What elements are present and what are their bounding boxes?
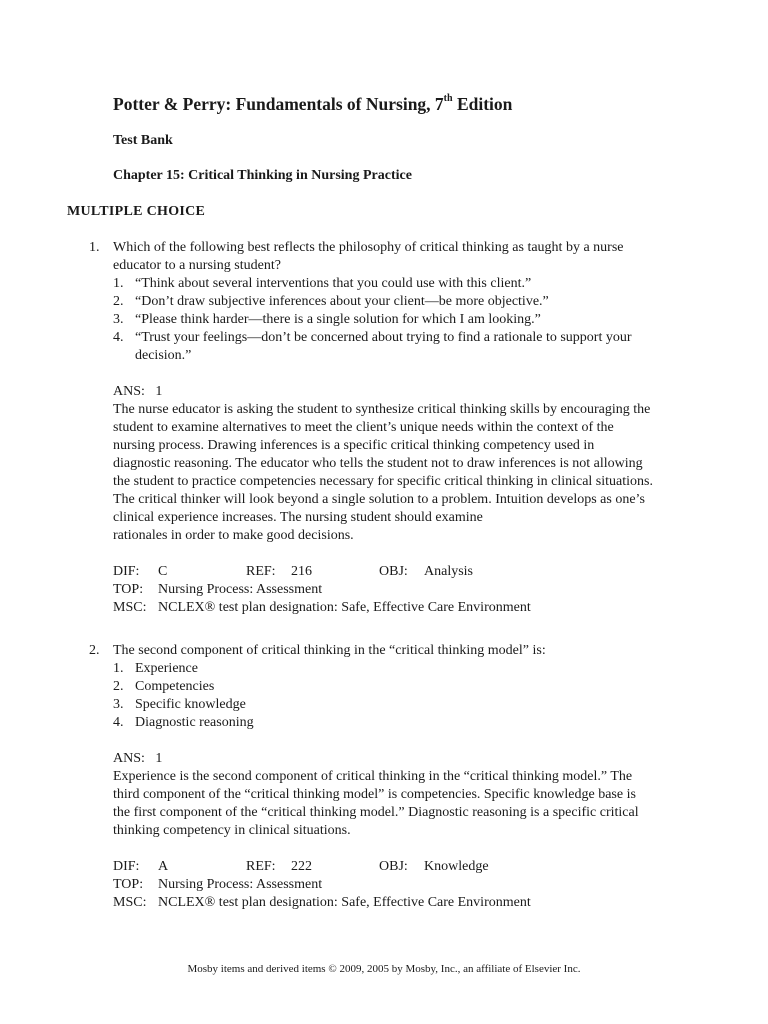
title-main: Potter & Perry: Fundamentals of Nursing, 7 <box>113 94 444 114</box>
copyright-footer: Mosby items and derived items © 2009, 2005 by Mosby, Inc., an affiliate of Elsevier Inc. <box>187 963 581 975</box>
option-text: “Please think harder—there is a single solution for which I am looking.” <box>135 312 541 327</box>
answer-option <box>113 678 689 696</box>
msc-label: MSC: <box>113 895 147 910</box>
option-number: 1. <box>113 276 124 291</box>
option-number: 3. <box>113 312 124 327</box>
page-subtitle: Test Bank <box>113 133 173 148</box>
question-number: 1. <box>89 240 100 255</box>
answer-value: 1 <box>155 751 163 766</box>
answer-line <box>113 750 689 768</box>
question-metadata <box>113 858 689 912</box>
question-1 <box>89 239 689 617</box>
title-suffix: Edition <box>452 94 513 114</box>
question-stem: The second component of critical thinking in the “critical thinking model” is: <box>113 643 546 658</box>
ref-label: REF: <box>246 564 276 579</box>
option-text: “Trust your feelings—don’t be concerned about trying to find a rationale to support your decision.” <box>135 330 632 363</box>
answer-label: ANS: <box>113 384 145 399</box>
title-superscript: th <box>443 93 453 104</box>
rationale-tail: rationales in order to make good decisions. <box>113 528 354 543</box>
top-label: TOP: <box>113 877 144 892</box>
msc-label: MSC: <box>113 600 147 615</box>
question-2 <box>89 642 689 912</box>
answer-option <box>113 275 689 293</box>
answer-option <box>113 696 689 714</box>
top-value: Nursing Process: Assessment <box>158 877 323 892</box>
obj-label: OBJ: <box>379 859 408 874</box>
msc-value: NCLEX® test plan designation: Safe, Effective Care Environment <box>158 600 531 615</box>
option-text: “Don’t draw subjective inferences about your client—be more objective.” <box>135 294 549 309</box>
msc-value: NCLEX® test plan designation: Safe, Effective Care Environment <box>158 895 531 910</box>
answer-value: 1 <box>155 384 163 399</box>
option-text: Diagnostic reasoning <box>135 715 254 730</box>
dif-value: A <box>158 859 169 874</box>
option-number: 4. <box>113 330 124 345</box>
chapter-heading: Chapter 15: Critical Thinking in Nursing Practice <box>113 168 412 183</box>
question-metadata <box>113 563 689 617</box>
answer-option <box>113 660 689 678</box>
ref-label: REF: <box>246 859 276 874</box>
obj-value: Knowledge <box>424 859 489 874</box>
option-number: 1. <box>113 661 124 676</box>
question-number: 2. <box>89 643 100 658</box>
option-text: Competencies <box>135 679 215 694</box>
section-heading: MULTIPLE CHOICE <box>67 204 206 219</box>
ref-value: 216 <box>291 564 312 579</box>
option-text: “Think about several interventions that you could use with this client.” <box>135 276 532 291</box>
option-number: 2. <box>113 294 124 309</box>
obj-value: Analysis <box>424 564 473 579</box>
answer-option <box>113 714 689 732</box>
option-text: Experience <box>135 661 198 676</box>
answer-option <box>113 311 689 329</box>
option-number: 2. <box>113 679 124 694</box>
answer-label: ANS: <box>113 751 145 766</box>
option-number: 3. <box>113 697 124 712</box>
top-label: TOP: <box>113 582 144 597</box>
answer-option <box>113 293 689 311</box>
rationale: The nurse educator is asking the student to synthesize critical thinking skills by encouraging the student to examine alternatives to meet the client’s unique needs within the context of the nursing process. Drawing inferences is a specific critical thinking competency used in diagnostic reasoning. The educator who tells the student not to draw inferences is not allowing the student to practice competencies necessary for specific critical thinking in clinical situations. The critical thinker will look beyond a single solution to a problem. Intuition develops as one’s clinical experience increases. The nursing student should examine <box>113 402 653 525</box>
obj-label: OBJ: <box>379 564 408 579</box>
dif-label: DIF: <box>113 564 140 579</box>
option-text: Specific knowledge <box>135 697 246 712</box>
top-value: Nursing Process: Assessment <box>158 582 323 597</box>
option-number: 4. <box>113 715 124 730</box>
answer-line <box>113 383 689 401</box>
answer-option <box>113 329 689 365</box>
page-title <box>113 94 512 115</box>
rationale: Experience is the second component of critical thinking in the “critical thinking model.” The third component of the “critical thinking model” is competencies. Specific knowledge base is the first component of the “critical thinking model.” Diagnostic reasoning is a specific critical thinking competency in clinical situations. <box>113 769 639 838</box>
question-stem: Which of the following best reflects the philosophy of critical thinking as taught by a nurse educator to a nursing student? <box>113 240 624 273</box>
dif-value: C <box>158 564 168 579</box>
dif-label: DIF: <box>113 859 140 874</box>
ref-value: 222 <box>291 859 312 874</box>
